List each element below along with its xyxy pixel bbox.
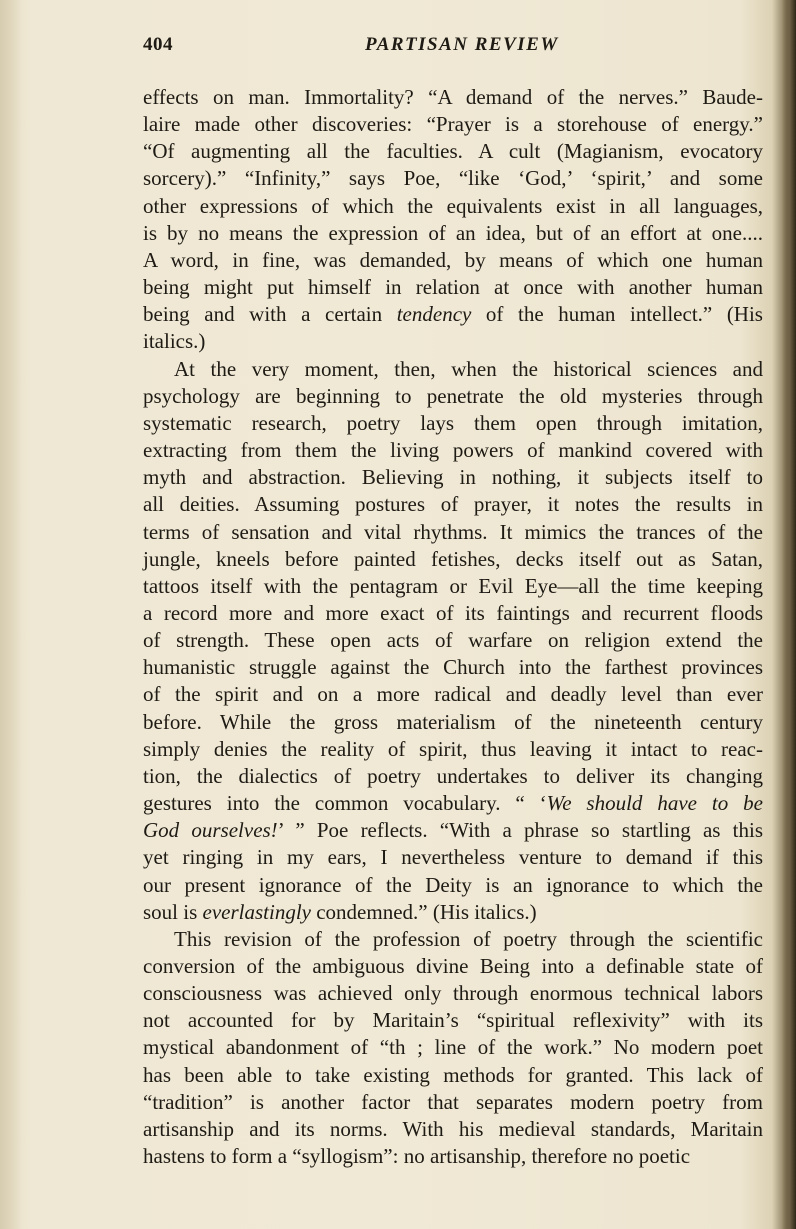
text-line xyxy=(143,1062,763,1089)
text-line xyxy=(143,193,763,220)
text-line xyxy=(143,328,763,355)
text-line xyxy=(143,1116,763,1143)
text-line xyxy=(143,953,763,980)
text-segment: not accounted for by Maritain’s “spiritual reflexivity” with its xyxy=(143,1008,763,1033)
text-segment: soul is xyxy=(143,899,203,924)
text-line xyxy=(143,872,763,899)
text-segment: our present ignorance of the Deity is an ignorance to which the xyxy=(143,872,763,897)
text-segment: gestures into the common vocabulary. “ ‘ xyxy=(143,791,547,816)
text-line xyxy=(143,138,763,165)
text-line xyxy=(143,220,763,247)
text-line xyxy=(143,301,763,328)
text-line xyxy=(143,681,763,708)
text-line xyxy=(143,1007,763,1034)
text-segment: consciousness was achieved only through enormous technical labors xyxy=(143,981,763,1006)
text-segment: hastens to form a “syllogism”: no artisanship, therefore no poetic xyxy=(143,1144,691,1169)
text-line xyxy=(143,165,763,192)
italic-text: We should have to be xyxy=(546,791,763,816)
text-line xyxy=(143,410,763,437)
page-edge-shadow xyxy=(782,0,796,1229)
text-line xyxy=(143,247,763,274)
text-line xyxy=(143,1034,763,1061)
text-segment: laire made other discoveries: “Prayer is a storehouse of energy.” xyxy=(143,112,763,137)
text-line xyxy=(143,546,763,573)
text-line xyxy=(143,464,763,491)
running-head: PARTISAN REVIEW xyxy=(365,34,559,55)
paragraph xyxy=(143,84,763,356)
text-line xyxy=(143,1089,763,1116)
text-segment: “Of augmenting all the faculties. A cult (Magianism, evocatory xyxy=(143,139,763,164)
text-line xyxy=(143,1143,763,1170)
text-segment: has been able to take existing methods for granted. This lack of xyxy=(143,1062,763,1087)
text-segment: conversion of the ambiguous divine Being into a definable state of xyxy=(143,954,763,978)
text-line xyxy=(143,356,763,383)
text-segment: is by no means the expression of an idea, but of an effort at one.... xyxy=(143,220,763,245)
text-line xyxy=(143,573,763,600)
body-text xyxy=(143,84,763,1170)
text-line xyxy=(143,844,763,871)
text-segment: ’ ” Poe reflects. “With a phrase so startling as this xyxy=(277,818,763,843)
text-segment: effects on man. Immortality? “A demand of the nerves.” Baude- xyxy=(143,85,763,109)
text-segment: of the spirit and on a more radical and deadly level than ever xyxy=(143,682,763,707)
text-segment: sorcery).” “Infinity,” says Poe, “like ‘God,’ ‘spirit,’ and some xyxy=(143,166,763,191)
text-segment: a record more and more exact of its faintings and recurrent floods xyxy=(143,600,763,625)
page-number: 404 xyxy=(143,34,173,55)
italic-text: God ourselves! xyxy=(143,818,278,843)
text-segment: condemned.” (His italics.) xyxy=(310,899,537,924)
text-line xyxy=(143,899,763,926)
text-segment: myth and abstraction. Believing in nothing, it subjects itself to xyxy=(143,465,763,490)
page-header xyxy=(143,34,763,60)
text-line xyxy=(143,383,763,410)
text-line xyxy=(143,274,763,301)
text-segment: artisanship and its norms. With his medieval standards, Maritain xyxy=(143,1116,763,1141)
text-segment: terms of sensation and vital rhythms. It mimics the trances of the xyxy=(143,519,763,544)
text-segment: extracting from them the living powers of mankind covered with xyxy=(143,438,763,463)
text-segment: At the very moment, then, when the historical sciences and xyxy=(174,356,763,381)
text-segment: being and with a certain xyxy=(143,302,397,327)
text-segment: simply denies the reality of spirit, thus leaving it intact to reac- xyxy=(143,736,763,761)
text-segment: humanistic struggle against the Church into the farthest provinces xyxy=(143,655,763,680)
text-segment: tion, the dialectics of poetry undertakes to deliver its changing xyxy=(143,763,763,788)
text-line xyxy=(143,790,763,817)
text-segment: of strength. These open acts of warfare on religion extend the xyxy=(143,628,763,653)
gutter-shadow xyxy=(0,0,22,1229)
text-segment: systematic research, poetry lays them open through imitation, xyxy=(143,410,763,435)
text-segment: other expressions of which the equivalents exist in all languages, xyxy=(143,193,763,218)
text-segment: before. While the gross materialism of the nineteenth century xyxy=(143,709,763,734)
text-segment: of the human intellect.” (His xyxy=(471,302,763,327)
text-line xyxy=(143,600,763,627)
text-line xyxy=(143,491,763,518)
text-segment: “tradition” is another factor that separates modern poetry from xyxy=(143,1089,763,1114)
paragraph xyxy=(143,356,763,926)
text-segment: tattoos itself with the pentagram or Evil Eye—all the time keeping xyxy=(143,573,763,598)
text-line xyxy=(143,437,763,464)
text-segment: A word, in fine, was demanded, by means of which one human xyxy=(143,247,763,272)
italic-text: everlastingly xyxy=(202,899,311,924)
text-line xyxy=(143,926,763,953)
text-line xyxy=(143,763,763,790)
text-segment: all deities. Assuming postures of prayer, it notes the results in xyxy=(143,492,763,517)
text-line xyxy=(143,84,763,111)
italic-text: tendency xyxy=(396,302,472,327)
text-segment: psychology are beginning to penetrate the old mysteries through xyxy=(143,383,763,408)
text-segment: italics.) xyxy=(143,329,206,354)
text-line xyxy=(143,627,763,654)
text-line xyxy=(143,817,763,844)
text-segment: This revision of the profession of poetry through the scientific xyxy=(174,926,763,951)
text-line xyxy=(143,980,763,1007)
text-line xyxy=(143,709,763,736)
text-line xyxy=(143,736,763,763)
text-segment: being might put himself in relation at once with another human xyxy=(143,275,763,300)
paragraph xyxy=(143,926,763,1170)
text-segment: mystical abandonment of “th ; line of the work.” No modern poet xyxy=(143,1035,763,1060)
text-segment: yet ringing in my ears, I nevertheless venture to demand if this xyxy=(143,845,763,870)
text-line xyxy=(143,519,763,546)
text-line xyxy=(143,111,763,138)
text-segment: jungle, kneels before painted fetishes, decks itself out as Satan, xyxy=(143,546,763,571)
text-line xyxy=(143,654,763,681)
